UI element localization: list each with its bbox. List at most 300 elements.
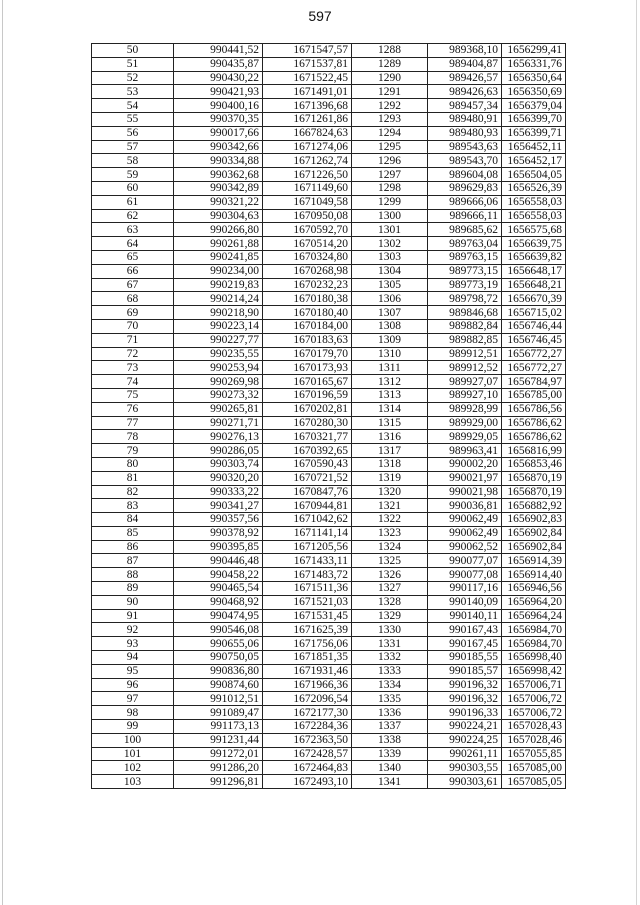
point-number-left-cell: 51: [92, 57, 174, 71]
coordinates-table-body: [92, 44, 566, 789]
table-row: [92, 112, 566, 126]
table-row: [92, 154, 566, 168]
x-coordinate-right-cell: 989404,87: [428, 57, 502, 71]
y-coordinate-right-cell: 1657028,43: [502, 720, 566, 734]
scan-edge-right: [636, 0, 637, 905]
y-coordinate-left-cell: 1672177,30: [263, 706, 352, 720]
table-row: [92, 430, 566, 444]
x-coordinate-right-cell: 989929,05: [428, 430, 502, 444]
x-coordinate-left-cell: 990334,88: [174, 154, 263, 168]
point-number-right-cell: 1326: [352, 568, 428, 582]
table-row: [92, 609, 566, 623]
y-coordinate-left-cell: 1671511,36: [263, 582, 352, 596]
y-coordinate-left-cell: 1670180,38: [263, 292, 352, 306]
table-row: [92, 361, 566, 375]
y-coordinate-right-cell: 1656786,56: [502, 402, 566, 416]
y-coordinate-left-cell: 1670179,70: [263, 347, 352, 361]
y-coordinate-right-cell: 1656746,44: [502, 319, 566, 333]
x-coordinate-left-cell: 991286,20: [174, 761, 263, 775]
x-coordinate-right-cell: 989666,06: [428, 195, 502, 209]
point-number-left-cell: 69: [92, 306, 174, 320]
y-coordinate-left-cell: 1670392,65: [263, 444, 352, 458]
point-number-right-cell: 1324: [352, 540, 428, 554]
point-number-left-cell: 95: [92, 664, 174, 678]
x-coordinate-left-cell: 991272,01: [174, 747, 263, 761]
point-number-right-cell: 1340: [352, 761, 428, 775]
x-coordinate-right-cell: 990303,55: [428, 761, 502, 775]
point-number-right-cell: 1338: [352, 733, 428, 747]
y-coordinate-left-cell: 1671149,60: [263, 181, 352, 195]
point-number-right-cell: 1290: [352, 71, 428, 85]
table-row: [92, 568, 566, 582]
y-coordinate-right-cell: 1657006,72: [502, 692, 566, 706]
point-number-right-cell: 1319: [352, 471, 428, 485]
y-coordinate-left-cell: 1670280,30: [263, 416, 352, 430]
x-coordinate-left-cell: 991231,44: [174, 733, 263, 747]
y-coordinate-right-cell: 1656914,39: [502, 554, 566, 568]
x-coordinate-left-cell: 990370,35: [174, 112, 263, 126]
x-coordinate-right-cell: 989798,72: [428, 292, 502, 306]
point-number-right-cell: 1332: [352, 651, 428, 665]
point-number-right-cell: 1301: [352, 223, 428, 237]
x-coordinate-left-cell: 990341,27: [174, 499, 263, 513]
y-coordinate-left-cell: 1670324,80: [263, 250, 352, 264]
table-row: [92, 623, 566, 637]
x-coordinate-left-cell: 990269,98: [174, 375, 263, 389]
x-coordinate-right-cell: 990196,32: [428, 678, 502, 692]
y-coordinate-right-cell: 1656399,71: [502, 126, 566, 140]
table-row: [92, 775, 566, 789]
point-number-left-cell: 80: [92, 457, 174, 471]
y-coordinate-left-cell: 1670950,08: [263, 209, 352, 223]
y-coordinate-left-cell: 1671396,68: [263, 99, 352, 113]
point-number-left-cell: 97: [92, 692, 174, 706]
point-number-left-cell: 57: [92, 140, 174, 154]
x-coordinate-right-cell: 989763,15: [428, 250, 502, 264]
point-number-left-cell: 78: [92, 430, 174, 444]
point-number-left-cell: 71: [92, 333, 174, 347]
x-coordinate-right-cell: 989426,57: [428, 71, 502, 85]
x-coordinate-left-cell: 990474,95: [174, 609, 263, 623]
x-coordinate-left-cell: 990446,48: [174, 554, 263, 568]
point-number-left-cell: 102: [92, 761, 174, 775]
point-number-right-cell: 1323: [352, 526, 428, 540]
x-coordinate-left-cell: 991089,47: [174, 706, 263, 720]
x-coordinate-left-cell: 990342,89: [174, 181, 263, 195]
table-row: [92, 44, 566, 58]
x-coordinate-right-cell: 990021,97: [428, 471, 502, 485]
table-row: [92, 71, 566, 85]
point-number-left-cell: 94: [92, 651, 174, 665]
table-row: [92, 126, 566, 140]
y-coordinate-left-cell: 1670180,40: [263, 306, 352, 320]
x-coordinate-right-cell: 990224,25: [428, 733, 502, 747]
table-row: [92, 209, 566, 223]
point-number-right-cell: 1334: [352, 678, 428, 692]
point-number-left-cell: 50: [92, 44, 174, 58]
table-row: [92, 720, 566, 734]
x-coordinate-right-cell: 990167,45: [428, 637, 502, 651]
x-coordinate-left-cell: 991296,81: [174, 775, 263, 789]
table-row: [92, 416, 566, 430]
y-coordinate-left-cell: 1670514,20: [263, 237, 352, 251]
x-coordinate-left-cell: 990468,92: [174, 595, 263, 609]
y-coordinate-left-cell: 1670590,43: [263, 457, 352, 471]
point-number-left-cell: 91: [92, 609, 174, 623]
point-number-left-cell: 88: [92, 568, 174, 582]
point-number-left-cell: 98: [92, 706, 174, 720]
y-coordinate-left-cell: 1670944,81: [263, 499, 352, 513]
table-row: [92, 292, 566, 306]
y-coordinate-right-cell: 1657055,85: [502, 747, 566, 761]
y-coordinate-left-cell: 1671522,45: [263, 71, 352, 85]
x-coordinate-right-cell: 989457,34: [428, 99, 502, 113]
y-coordinate-right-cell: 1656998,40: [502, 651, 566, 665]
x-coordinate-left-cell: 990655,06: [174, 637, 263, 651]
point-number-left-cell: 63: [92, 223, 174, 237]
y-coordinate-right-cell: 1656670,39: [502, 292, 566, 306]
y-coordinate-left-cell: 1672464,83: [263, 761, 352, 775]
y-coordinate-right-cell: 1656902,84: [502, 526, 566, 540]
x-coordinate-right-cell: 989963,41: [428, 444, 502, 458]
point-number-left-cell: 103: [92, 775, 174, 789]
point-number-left-cell: 73: [92, 361, 174, 375]
point-number-right-cell: 1339: [352, 747, 428, 761]
x-coordinate-left-cell: 990546,08: [174, 623, 263, 637]
point-number-left-cell: 81: [92, 471, 174, 485]
y-coordinate-right-cell: 1656870,19: [502, 485, 566, 499]
table-row: [92, 319, 566, 333]
point-number-left-cell: 86: [92, 540, 174, 554]
y-coordinate-left-cell: 1670183,63: [263, 333, 352, 347]
x-coordinate-right-cell: 989927,07: [428, 375, 502, 389]
x-coordinate-left-cell: 990214,24: [174, 292, 263, 306]
y-coordinate-left-cell: 1671537,81: [263, 57, 352, 71]
point-number-left-cell: 58: [92, 154, 174, 168]
point-number-left-cell: 85: [92, 526, 174, 540]
x-coordinate-left-cell: 990750,05: [174, 651, 263, 665]
x-coordinate-right-cell: 989604,08: [428, 168, 502, 182]
point-number-right-cell: 1298: [352, 181, 428, 195]
point-number-left-cell: 64: [92, 237, 174, 251]
x-coordinate-right-cell: 989480,93: [428, 126, 502, 140]
table-row: [92, 692, 566, 706]
table-row: [92, 140, 566, 154]
point-number-right-cell: 1305: [352, 278, 428, 292]
table-row: [92, 513, 566, 527]
x-coordinate-right-cell: 989543,63: [428, 140, 502, 154]
x-coordinate-left-cell: 990265,81: [174, 402, 263, 416]
x-coordinate-left-cell: 990435,87: [174, 57, 263, 71]
x-coordinate-left-cell: 990253,94: [174, 361, 263, 375]
table-row: [92, 85, 566, 99]
x-coordinate-right-cell: 990185,55: [428, 651, 502, 665]
y-coordinate-right-cell: 1657085,00: [502, 761, 566, 775]
x-coordinate-right-cell: 990140,09: [428, 595, 502, 609]
y-coordinate-right-cell: 1656786,62: [502, 416, 566, 430]
y-coordinate-right-cell: 1656984,70: [502, 637, 566, 651]
table-row: [92, 540, 566, 554]
x-coordinate-right-cell: 990021,98: [428, 485, 502, 499]
x-coordinate-right-cell: 990062,52: [428, 540, 502, 554]
y-coordinate-left-cell: 1671433,11: [263, 554, 352, 568]
y-coordinate-right-cell: 1657085,05: [502, 775, 566, 789]
y-coordinate-right-cell: 1656452,17: [502, 154, 566, 168]
point-number-left-cell: 83: [92, 499, 174, 513]
y-coordinate-right-cell: 1656902,83: [502, 513, 566, 527]
point-number-left-cell: 65: [92, 250, 174, 264]
x-coordinate-right-cell: 990303,61: [428, 775, 502, 789]
x-coordinate-right-cell: 990077,07: [428, 554, 502, 568]
y-coordinate-right-cell: 1656998,42: [502, 664, 566, 678]
y-coordinate-right-cell: 1656331,76: [502, 57, 566, 71]
x-coordinate-right-cell: 990062,49: [428, 526, 502, 540]
point-number-left-cell: 75: [92, 388, 174, 402]
point-number-left-cell: 59: [92, 168, 174, 182]
y-coordinate-right-cell: 1656984,70: [502, 623, 566, 637]
point-number-left-cell: 87: [92, 554, 174, 568]
x-coordinate-left-cell: 990241,85: [174, 250, 263, 264]
table-row: [92, 278, 566, 292]
table-row: [92, 499, 566, 513]
y-coordinate-right-cell: 1656784,97: [502, 375, 566, 389]
point-number-right-cell: 1302: [352, 237, 428, 251]
x-coordinate-left-cell: 990223,14: [174, 319, 263, 333]
table-row: [92, 57, 566, 71]
point-number-right-cell: 1308: [352, 319, 428, 333]
x-coordinate-left-cell: 990218,90: [174, 306, 263, 320]
table-row: [92, 595, 566, 609]
point-number-right-cell: 1304: [352, 264, 428, 278]
y-coordinate-right-cell: 1656575,68: [502, 223, 566, 237]
point-number-left-cell: 100: [92, 733, 174, 747]
point-number-right-cell: 1325: [352, 554, 428, 568]
x-coordinate-left-cell: 990276,13: [174, 430, 263, 444]
table-row: [92, 651, 566, 665]
point-number-left-cell: 67: [92, 278, 174, 292]
point-number-right-cell: 1321: [352, 499, 428, 513]
table-row: [92, 457, 566, 471]
y-coordinate-right-cell: 1656648,21: [502, 278, 566, 292]
x-coordinate-right-cell: 989666,11: [428, 209, 502, 223]
point-number-left-cell: 79: [92, 444, 174, 458]
x-coordinate-left-cell: 990395,85: [174, 540, 263, 554]
point-number-right-cell: 1307: [352, 306, 428, 320]
table-row: [92, 485, 566, 499]
x-coordinate-right-cell: 990196,33: [428, 706, 502, 720]
x-coordinate-right-cell: 990167,43: [428, 623, 502, 637]
x-coordinate-right-cell: 989763,04: [428, 237, 502, 251]
y-coordinate-right-cell: 1656558,03: [502, 195, 566, 209]
point-number-right-cell: 1297: [352, 168, 428, 182]
point-number-right-cell: 1329: [352, 609, 428, 623]
point-number-right-cell: 1315: [352, 416, 428, 430]
point-number-right-cell: 1316: [352, 430, 428, 444]
y-coordinate-left-cell: 1667824,63: [263, 126, 352, 140]
point-number-left-cell: 101: [92, 747, 174, 761]
x-coordinate-left-cell: 990273,32: [174, 388, 263, 402]
x-coordinate-right-cell: 990185,57: [428, 664, 502, 678]
table-row: [92, 582, 566, 596]
y-coordinate-left-cell: 1670721,52: [263, 471, 352, 485]
y-coordinate-left-cell: 1671491,01: [263, 85, 352, 99]
point-number-right-cell: 1330: [352, 623, 428, 637]
point-number-left-cell: 53: [92, 85, 174, 99]
x-coordinate-right-cell: 990261,11: [428, 747, 502, 761]
x-coordinate-left-cell: 990286,05: [174, 444, 263, 458]
point-number-right-cell: 1299: [352, 195, 428, 209]
y-coordinate-left-cell: 1671042,62: [263, 513, 352, 527]
point-number-right-cell: 1292: [352, 99, 428, 113]
table-row: [92, 747, 566, 761]
point-number-right-cell: 1322: [352, 513, 428, 527]
y-coordinate-left-cell: 1671531,45: [263, 609, 352, 623]
point-number-right-cell: 1313: [352, 388, 428, 402]
y-coordinate-left-cell: 1672428,57: [263, 747, 352, 761]
y-coordinate-right-cell: 1656639,75: [502, 237, 566, 251]
y-coordinate-right-cell: 1656746,45: [502, 333, 566, 347]
y-coordinate-right-cell: 1656964,24: [502, 609, 566, 623]
y-coordinate-right-cell: 1656786,62: [502, 430, 566, 444]
point-number-right-cell: 1303: [352, 250, 428, 264]
x-coordinate-right-cell: 989912,52: [428, 361, 502, 375]
scan-edge-left: [2, 0, 3, 905]
table-row: [92, 388, 566, 402]
x-coordinate-right-cell: 990062,49: [428, 513, 502, 527]
x-coordinate-right-cell: 989929,00: [428, 416, 502, 430]
x-coordinate-left-cell: 990304,63: [174, 209, 263, 223]
table-row: [92, 306, 566, 320]
x-coordinate-left-cell: 991012,51: [174, 692, 263, 706]
y-coordinate-right-cell: 1656299,41: [502, 44, 566, 58]
x-coordinate-right-cell: 990002,20: [428, 457, 502, 471]
y-coordinate-left-cell: 1672363,50: [263, 733, 352, 747]
x-coordinate-left-cell: 990421,93: [174, 85, 263, 99]
y-coordinate-left-cell: 1670232,23: [263, 278, 352, 292]
y-coordinate-right-cell: 1656558,03: [502, 209, 566, 223]
point-number-right-cell: 1295: [352, 140, 428, 154]
y-coordinate-right-cell: 1656504,05: [502, 168, 566, 182]
y-coordinate-left-cell: 1671274,06: [263, 140, 352, 154]
y-coordinate-right-cell: 1656964,20: [502, 595, 566, 609]
y-coordinate-left-cell: 1671966,36: [263, 678, 352, 692]
y-coordinate-left-cell: 1672284,36: [263, 720, 352, 734]
x-coordinate-right-cell: 989882,84: [428, 319, 502, 333]
point-number-right-cell: 1336: [352, 706, 428, 720]
x-coordinate-right-cell: 990077,08: [428, 568, 502, 582]
point-number-right-cell: 1296: [352, 154, 428, 168]
x-coordinate-right-cell: 990140,11: [428, 609, 502, 623]
table-row: [92, 264, 566, 278]
y-coordinate-right-cell: 1656902,84: [502, 540, 566, 554]
point-number-left-cell: 60: [92, 181, 174, 195]
y-coordinate-right-cell: 1656648,17: [502, 264, 566, 278]
x-coordinate-left-cell: 990320,20: [174, 471, 263, 485]
point-number-right-cell: 1337: [352, 720, 428, 734]
x-coordinate-left-cell: 990378,92: [174, 526, 263, 540]
point-number-left-cell: 70: [92, 319, 174, 333]
x-coordinate-left-cell: 990400,16: [174, 99, 263, 113]
x-coordinate-right-cell: 989927,10: [428, 388, 502, 402]
y-coordinate-left-cell: 1670165,67: [263, 375, 352, 389]
y-coordinate-left-cell: 1671205,56: [263, 540, 352, 554]
x-coordinate-right-cell: 989629,83: [428, 181, 502, 195]
point-number-right-cell: 1309: [352, 333, 428, 347]
point-number-left-cell: 84: [92, 513, 174, 527]
y-coordinate-left-cell: 1670173,93: [263, 361, 352, 375]
point-number-right-cell: 1320: [352, 485, 428, 499]
y-coordinate-left-cell: 1671547,57: [263, 44, 352, 58]
y-coordinate-left-cell: 1670321,77: [263, 430, 352, 444]
y-coordinate-right-cell: 1656853,46: [502, 457, 566, 471]
y-coordinate-right-cell: 1657006,72: [502, 706, 566, 720]
point-number-left-cell: 56: [92, 126, 174, 140]
y-coordinate-left-cell: 1671141,14: [263, 526, 352, 540]
point-number-right-cell: 1333: [352, 664, 428, 678]
y-coordinate-left-cell: 1671625,39: [263, 623, 352, 637]
table-row: [92, 195, 566, 209]
x-coordinate-right-cell: 989928,99: [428, 402, 502, 416]
x-coordinate-right-cell: 989773,15: [428, 264, 502, 278]
y-coordinate-right-cell: 1656639,82: [502, 250, 566, 264]
y-coordinate-right-cell: 1656772,27: [502, 361, 566, 375]
y-coordinate-left-cell: 1670592,70: [263, 223, 352, 237]
point-number-right-cell: 1318: [352, 457, 428, 471]
x-coordinate-left-cell: 990430,22: [174, 71, 263, 85]
point-number-right-cell: 1289: [352, 57, 428, 71]
y-coordinate-left-cell: 1671483,72: [263, 568, 352, 582]
y-coordinate-left-cell: 1671049,58: [263, 195, 352, 209]
table-row: [92, 375, 566, 389]
point-number-left-cell: 93: [92, 637, 174, 651]
point-number-right-cell: 1314: [352, 402, 428, 416]
y-coordinate-left-cell: 1671262,74: [263, 154, 352, 168]
y-coordinate-right-cell: 1657006,71: [502, 678, 566, 692]
point-number-right-cell: 1317: [352, 444, 428, 458]
x-coordinate-right-cell: 990117,16: [428, 582, 502, 596]
x-coordinate-left-cell: 990333,22: [174, 485, 263, 499]
y-coordinate-right-cell: 1656399,70: [502, 112, 566, 126]
table-row: [92, 223, 566, 237]
x-coordinate-left-cell: 991173,13: [174, 720, 263, 734]
table-row: [92, 402, 566, 416]
table-row: [92, 250, 566, 264]
x-coordinate-left-cell: 990234,00: [174, 264, 263, 278]
table-row: [92, 471, 566, 485]
x-coordinate-right-cell: 989543,70: [428, 154, 502, 168]
y-coordinate-right-cell: 1656816,99: [502, 444, 566, 458]
x-coordinate-left-cell: 990836,80: [174, 664, 263, 678]
x-coordinate-right-cell: 989426,63: [428, 85, 502, 99]
y-coordinate-right-cell: 1656350,64: [502, 71, 566, 85]
table-row: [92, 554, 566, 568]
x-coordinate-left-cell: 990227,77: [174, 333, 263, 347]
point-number-right-cell: 1306: [352, 292, 428, 306]
y-coordinate-right-cell: 1656914,40: [502, 568, 566, 582]
coordinates-table: [91, 43, 566, 789]
x-coordinate-left-cell: 990458,22: [174, 568, 263, 582]
point-number-left-cell: 76: [92, 402, 174, 416]
y-coordinate-right-cell: 1656526,39: [502, 181, 566, 195]
table-row: [92, 664, 566, 678]
point-number-left-cell: 74: [92, 375, 174, 389]
table-row: [92, 168, 566, 182]
y-coordinate-left-cell: 1672096,54: [263, 692, 352, 706]
table-row: [92, 637, 566, 651]
x-coordinate-left-cell: 990219,83: [174, 278, 263, 292]
y-coordinate-right-cell: 1656946,56: [502, 582, 566, 596]
x-coordinate-right-cell: 989882,85: [428, 333, 502, 347]
